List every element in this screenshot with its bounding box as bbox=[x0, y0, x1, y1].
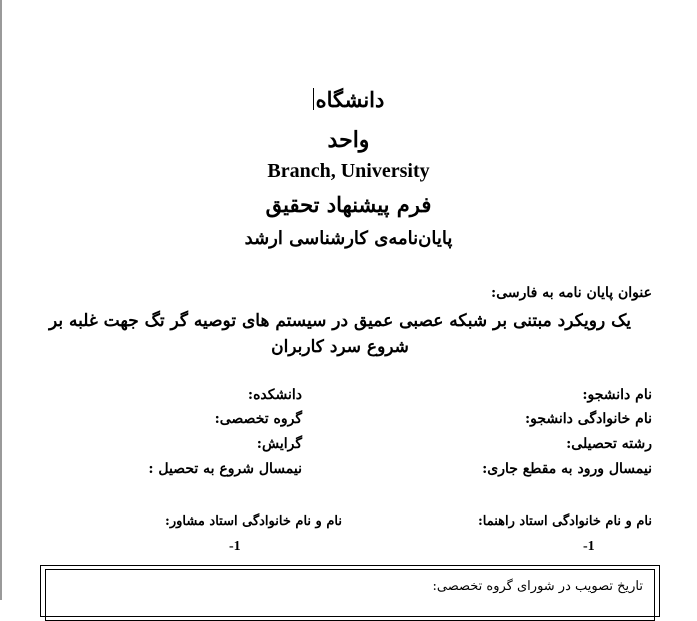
orientation-label: گرایش: bbox=[256, 436, 302, 452]
start-semester-label: نیمسال شروع به تحصیل : bbox=[148, 461, 302, 477]
form-title: فرم پیشنهاد تحقیق bbox=[265, 192, 432, 217]
consultant-number: -1 bbox=[229, 539, 241, 554]
student-name-label: نام دانشجو: bbox=[582, 387, 652, 403]
supervisor-label: نام و نام خانوادگی استاد راهنما: bbox=[477, 514, 652, 529]
approval-box-inner bbox=[45, 569, 655, 621]
approval-date-label: تاریخ تصویب در شورای گروه تخصصی: bbox=[432, 579, 643, 594]
consultant-label: نام و نام خانوادگی استاد مشاور: bbox=[165, 514, 342, 529]
branch-heading: واحد bbox=[327, 127, 370, 153]
faculty-label: دانشکده: bbox=[247, 387, 302, 403]
thesis-title: یک رویکرد مبتنی بر شبکه عصبی عمیق در سیستم های توصیه گر تگ جهت غلبه بر شروع سرد کاربران bbox=[48, 311, 632, 357]
university-heading: دانشگاه bbox=[0, 87, 697, 112]
thesis-title-label: عنوان پایان نامه به فارسی: bbox=[491, 285, 652, 301]
major-label: رشته تحصیلی: bbox=[566, 436, 652, 452]
student-family-label: نام خانوادگی دانشجو: bbox=[524, 411, 652, 427]
text-cursor bbox=[313, 88, 314, 110]
group-label: گروه تخصصی: bbox=[214, 411, 302, 427]
supervisor-number: -1 bbox=[583, 539, 595, 554]
thesis-type: پایان‌نامه‌ی کارشناسی ارشد bbox=[244, 228, 453, 249]
entry-semester-label: نیمسال ورود به مقطع جاری: bbox=[482, 461, 652, 477]
branch-english: Branch, University bbox=[267, 160, 430, 182]
